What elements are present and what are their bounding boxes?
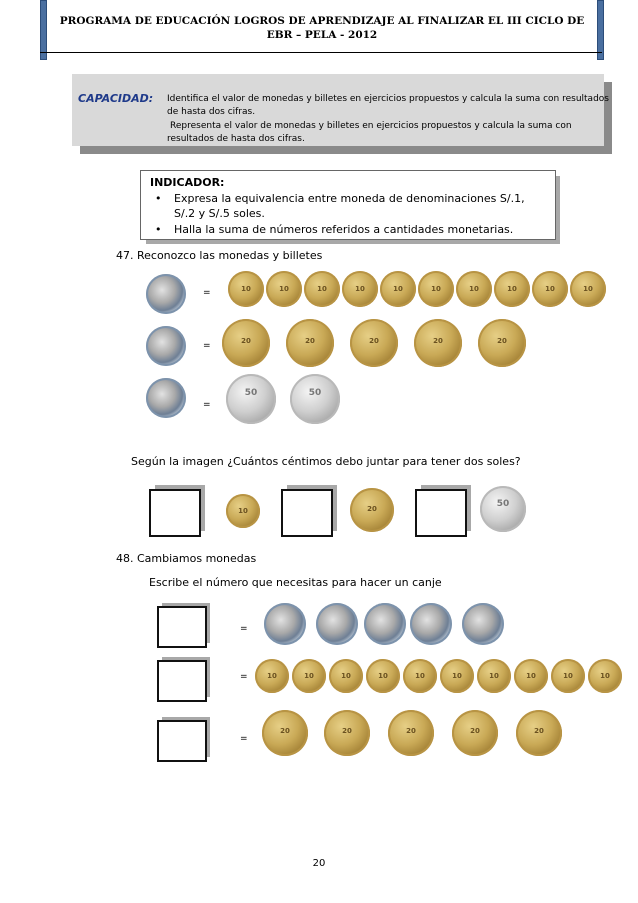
indicador-title: INDICADOR: [150,176,225,189]
ten-centimos-coin-icon [440,659,474,693]
coin-value: 10 [600,671,610,680]
coin-value: 10 [563,671,573,680]
answer-box[interactable] [157,606,207,648]
page-number: 20 [312,858,326,869]
coin-value: 50 [244,388,258,398]
coin-value: 10 [241,284,251,293]
coin-value: 20 [280,727,290,736]
ten-centimos-coin-icon [255,659,289,693]
answer-box[interactable] [157,720,207,762]
coin-value: 10 [469,284,479,293]
answer-box[interactable] [149,489,201,537]
capacidad-line2: de hasta dos cifras. [167,107,256,117]
coin-value: 10 [415,671,425,680]
indicador-item1-line1: Expresa la equivalencia entre moneda de denominaciones S/.1, [174,192,525,205]
q48-instruction: Escribe el número que necesitas para hacer un canje [149,576,442,589]
coin-value: 20 [470,727,480,736]
ten-centimos-coin-icon [551,659,585,693]
coin-value: 10 [317,284,327,293]
q48-title: 48. Cambiamos monedas [116,552,257,565]
fifty-centimos-coin-icon [226,374,276,424]
coin-value: 50 [496,498,510,509]
coin-value: 20 [367,504,377,513]
ten-centimos-coin-icon [292,659,326,693]
ten-centimos-coin-icon [456,271,492,307]
equals-sign: = [203,288,211,298]
ten-centimos-coin-icon [403,659,437,693]
twenty-centimos-coin-icon [324,710,370,756]
bullet-icon: • [155,223,162,236]
ten-centimos-coin-icon [380,271,416,307]
q47-title: 47. Reconozco las monedas y billetes [116,249,323,262]
twenty-centimos-coin-icon [286,319,334,367]
coin-value: 20 [241,337,251,346]
header-title-line2: EBR – PELA - 2012 [266,29,378,41]
twenty-centimos-coin-icon [350,319,398,367]
ten-centimos-coin-icon [532,271,568,307]
one-sol-coin-icon [146,378,186,418]
coin-value: 10 [238,506,248,515]
capacidad-box [72,74,604,146]
coin-value: 20 [433,337,443,346]
fifty-centimos-coin-icon [480,486,526,532]
coin-value: 10 [393,284,403,293]
twenty-centimos-coin-icon [388,710,434,756]
coin-value: 10 [355,284,365,293]
bullet-icon: • [155,192,162,205]
coin-value: 10 [378,671,388,680]
coin-value: 10 [545,284,555,293]
one-sol-coin-icon [146,274,186,314]
capacidad-line4: resultados de hasta dos cifras. [167,134,305,144]
indicador-item1-line2: S/.2 y S/.5 soles. [174,207,265,220]
ten-centimos-coin-icon [329,659,363,693]
capacidad-label: CAPACIDAD: [78,92,154,105]
coin-value: 10 [452,671,462,680]
coin-value: 10 [341,671,351,680]
coin-value: 20 [406,727,416,736]
coin-value: 10 [583,284,593,293]
ten-centimos-coin-icon [588,659,622,693]
one-sol-coin-icon [364,603,406,645]
coin-value: 20 [305,337,315,346]
page-header [52,14,592,42]
coin-value: 50 [308,388,322,398]
equals-sign: = [240,624,248,634]
ten-centimos-coin-icon [226,494,260,528]
one-sol-coin-icon [410,603,452,645]
twenty-centimos-coin-icon [350,488,394,532]
indicador-item2: Halla la suma de números referidos a cantidades monetarias. [174,223,514,236]
coin-value: 10 [507,284,517,293]
answer-box[interactable] [281,489,333,537]
twenty-centimos-coin-icon [452,710,498,756]
twenty-centimos-coin-icon [222,319,270,367]
fifty-centimos-coin-icon [290,374,340,424]
ten-centimos-coin-icon [228,271,264,307]
twenty-centimos-coin-icon [262,710,308,756]
coin-value: 10 [489,671,499,680]
equals-sign: = [240,672,248,682]
ten-centimos-coin-icon [304,271,340,307]
one-sol-coin-icon [264,603,306,645]
ten-centimos-coin-icon [477,659,511,693]
ten-centimos-coin-icon [570,271,606,307]
ten-centimos-coin-icon [266,271,302,307]
coin-value: 20 [342,727,352,736]
coin-value: 10 [526,671,536,680]
twenty-centimos-coin-icon [478,319,526,367]
coin-value: 20 [497,337,507,346]
capacidad-line3: Representa el valor de monedas y billetes en ejercicios propuestos y calcula la suma con [170,121,572,131]
equals-sign: = [203,341,211,351]
twenty-centimos-coin-icon [516,710,562,756]
coin-value: 10 [267,671,277,680]
coin-value: 10 [304,671,314,680]
ten-centimos-coin-icon [418,271,454,307]
answer-box[interactable] [415,489,467,537]
twenty-centimos-coin-icon [414,319,462,367]
equals-sign: = [240,734,248,744]
ten-centimos-coin-icon [342,271,378,307]
equals-sign: = [203,400,211,410]
ten-centimos-coin-icon [494,271,530,307]
q47-question: Según la imagen ¿Cuántos céntimos debo juntar para tener dos soles? [131,455,521,468]
ten-centimos-coin-icon [366,659,400,693]
capacidad-line1: Identifica el valor de monedas y billetes en ejercicios propuestos y calcula la suma con resultados [167,94,609,104]
one-sol-coin-icon [462,603,504,645]
header-title-line1: PROGRAMA DE EDUCACIÓN LOGROS DE APRENDIZAJE AL FINALIZAR EL III CICLO DE [59,15,585,27]
answer-box[interactable] [157,660,207,702]
coin-value: 20 [534,727,544,736]
one-sol-coin-icon [146,326,186,366]
ten-centimos-coin-icon [514,659,548,693]
coin-value: 20 [369,337,379,346]
coin-value: 10 [431,284,441,293]
one-sol-coin-icon [316,603,358,645]
coin-value: 10 [279,284,289,293]
